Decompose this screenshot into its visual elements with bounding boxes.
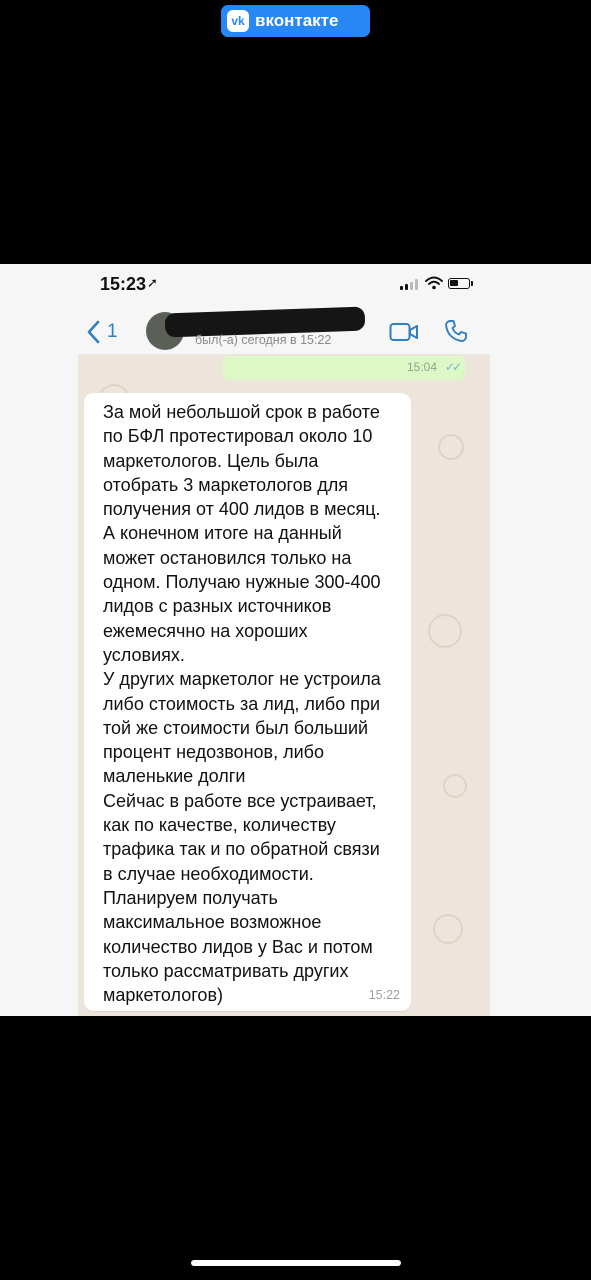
location-arrow-icon: ➚	[147, 275, 158, 290]
wallpaper-doodle	[433, 914, 463, 944]
chat-area[interactable]	[78, 354, 490, 1016]
status-time: 15:23	[100, 274, 147, 294]
vk-badge	[221, 5, 370, 37]
unread-count: 1	[107, 321, 118, 342]
phone-call-icon[interactable]	[444, 319, 468, 343]
wallpaper-doodle	[428, 614, 462, 648]
cellular-signal-icon	[400, 279, 418, 290]
vk-logo-icon: vk	[227, 10, 249, 32]
whatsapp-screenshot	[0, 264, 591, 1016]
home-indicator	[191, 1260, 401, 1266]
battery-tip	[471, 281, 473, 286]
back-button[interactable]	[86, 319, 118, 345]
message-time: 15:04	[406, 360, 437, 374]
read-receipt-icon: ✓✓	[444, 360, 459, 374]
video-call-icon[interactable]	[389, 321, 419, 343]
wallpaper-doodle	[443, 774, 467, 798]
message-text: За мой небольшой срок в работе по БФЛ протестировал около 10 маркетологов. Цель была отобрать 3 маркетологов для получения от 400 лидов в месяц. А конечном итоге на данный может остановился только на одном. Получаю нужные 300-400 лидов с разных источников ежемесячно на хороших условиях. У других маркетолог не устроила либо стоимость за лид, либо при той же стоимости был больший процент недозвонов, либо маленькие долги Сейчас в работе все устраивает, как по качестве, количеству трафика так и по обратной связи в случае необходимости. Планируем получать максимальное возможное количество лидов у Вас и потом только рассматривать других маркетологов)	[103, 402, 381, 1006]
status-bar	[0, 264, 591, 306]
outgoing-message[interactable]	[223, 356, 465, 380]
incoming-message[interactable]	[84, 393, 411, 1011]
battery-icon	[448, 278, 470, 289]
wifi-icon	[425, 276, 443, 290]
vk-badge-label: вконтакте	[255, 11, 339, 30]
chevron-left-icon	[86, 320, 100, 344]
chat-header	[0, 306, 591, 356]
message-time: 15:22	[368, 988, 400, 1002]
wallpaper-doodle	[438, 434, 464, 460]
last-seen-status: был(-а) сегодня в 15:22	[195, 333, 332, 347]
